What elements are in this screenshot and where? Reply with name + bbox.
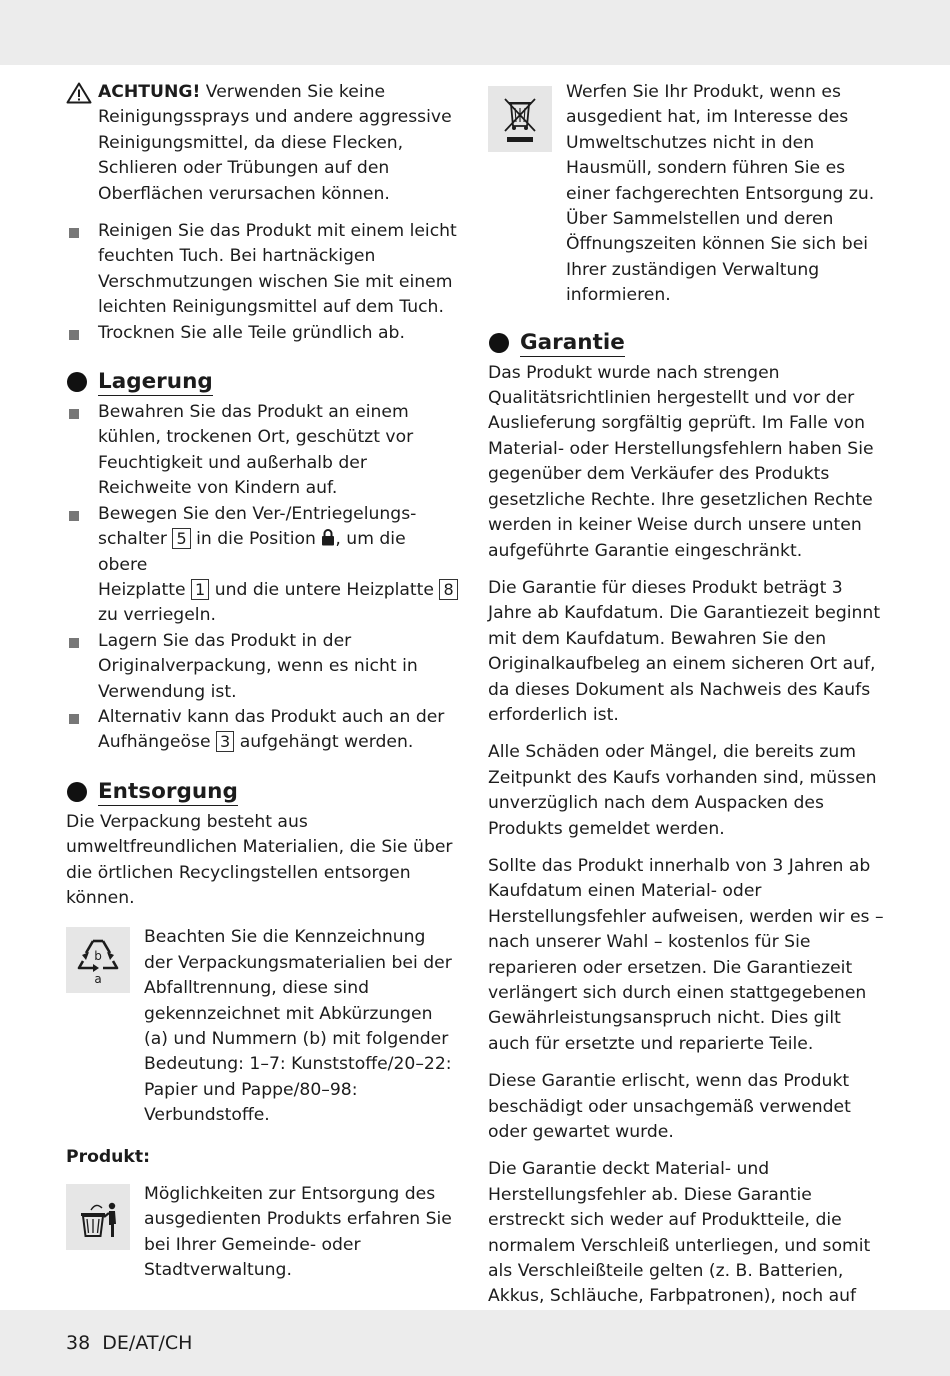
garantie-paragraph-1: Das Produkt wurde nach strengen Qualitätsrichtlinien hergestellt und vor der Auslieferung sorgfältig geprüft. Im Falle von Material- oder Herstellungsfehlern haben Sie gegenüber dem Verkäufer des Produkts gesetzliche Rechte. Ihre gesetzlichen Rechte werden in keiner Weise durch unsere unten aufgeführte Garantie eingeschränkt. <box>488 362 874 561</box>
part-reference-5: 5 <box>172 528 190 549</box>
left-column <box>66 80 458 1284</box>
entsorgung-intro: Die Verpackung besteht aus umweltfreundlichen Materialien, die Sie über die örtlichen Recyclingstellen entsorgen können. <box>66 811 453 908</box>
svg-text:b: b <box>94 949 102 964</box>
product-disposal-text: Möglichkeiten zur Entsorgung des ausgedienten Produkts erfahren Sie bei Ihrer Gemeinde- oder Stadtverwaltung. <box>144 1184 452 1281</box>
section-dot-icon <box>67 782 87 802</box>
warning-label: ACHTUNG! <box>98 82 201 102</box>
right-column <box>488 80 888 1361</box>
warning-triangle-icon <box>66 82 92 104</box>
page-number: 38 <box>66 1332 91 1354</box>
garantie-heading: Garantie <box>488 329 888 357</box>
list-item <box>66 705 458 756</box>
product-disposal-block <box>66 1182 458 1284</box>
trash-bin-person-icon <box>66 1184 130 1250</box>
list-item <box>66 219 458 321</box>
part-reference-1: 1 <box>191 579 209 600</box>
list-item <box>66 629 458 705</box>
garantie-paragraph-3: Alle Schäden oder Mängel, die bereits zum Zeitpunkt des Kaufs vorhanden sind, müssen unverzüglich nach dem Auspacken des Produkts gemeldet werden. <box>488 742 877 839</box>
square-bullet-icon <box>69 714 79 724</box>
square-bullet-icon <box>69 409 79 419</box>
trash-icon-box <box>66 1184 130 1250</box>
square-bullet-icon <box>69 511 79 521</box>
lagerung-bullet-1: Bewahren Sie das Produkt an einem kühlen, trockenen Ort, geschützt vor Feuchtigkeit und außerhalb der Reichweite von Kindern auf. <box>98 402 414 499</box>
list-item <box>66 321 458 346</box>
page-footer <box>66 1331 192 1355</box>
top-band <box>0 0 950 65</box>
region-label: DE/AT/CH <box>102 1332 193 1354</box>
square-bullet-icon <box>69 638 79 648</box>
part-reference-3: 3 <box>216 731 234 752</box>
recycling-icon-box <box>66 927 130 993</box>
square-bullet-icon <box>69 330 79 340</box>
recycling-text: Beachten Sie die Kennzeichnung der Verpackungsmaterialien bei der Abfalltrennung, diese sind gekennzeichnet mit Abkürzungen (a) und Nummern (b) mit folgender Bedeutung: 1–7: Kunststoffe/20–22: Papier und Pappe/80–98: Verbundstoffe. <box>144 927 452 1126</box>
garantie-paragraph-6: Die Garantie deckt Material- und Herstellungsfehler ab. Diese Garantie erstreckt sich weder auf Produktteile, die normalem Verschleiß unterliegen, und somit als Verschleißteile gelten (z. B. Batterien, Akkus, Schläuche, Farbpatronen), noch auf <box>488 1159 871 1307</box>
part-reference-8: 8 <box>439 579 457 600</box>
recycling-block <box>66 925 458 1128</box>
garantie-paragraph-2: Die Garantie für dieses Produkt beträgt 3 Jahre ab Kaufdatum. Die Garantiezeit beginnt mit dem Kaufdatum. Bewahren Sie den Originalkaufbeleg an einem sicheren Ort auf, da dieses Dokument als Nachweis des Kaufs erforderlich ist. <box>488 577 881 725</box>
weee-icon-box <box>488 86 552 152</box>
lagerung-bullet-2: Bewegen Sie den Ver-/Entriegelungs- schalter 5 in die Position , um die obere Heizplatte 1 und die untere Heizplatte 8 zu verriegeln. <box>98 502 458 629</box>
warning-text: Verwenden Sie keine Reinigungssprays und andere aggressive Reinigungsmittel, da diese Flecken, Schlieren oder Trübungen auf den Oberflächen verursachen können. <box>98 82 452 204</box>
weee-block <box>488 80 888 309</box>
produkt-label: Produkt: <box>66 1146 150 1167</box>
garantie-paragraph-4: Sollte das Produkt innerhalb von 3 Jahren ab Kaufdatum einen Material- oder Herstellungsfehler aufweisen, werden wir es – nach unserer Wahl – kostenlos für Sie reparieren oder ersetzen. Die Garantiezeit verlängert sich durch einen stattgegebenen Gewährleistungsanspruch nicht. Dies gilt auch für ersetzte und reparierte Teile. <box>488 855 884 1054</box>
section-dot-icon <box>67 372 87 392</box>
recycling-triangle-icon <box>66 927 130 993</box>
warning-block <box>66 80 458 207</box>
svg-text:a: a <box>94 972 102 987</box>
garantie-paragraph-5: Diese Garantie erlischt, wenn das Produkt beschädigt oder unsachgemäß verwendet oder gewartet wurde. <box>488 1071 851 1143</box>
cleaning-bullet-1: Reinigen Sie das Produkt mit einem leicht feuchten Tuch. Bei hartnäckigen Verschmutzungen wischen Sie mit einem leichten Reinigungsmittel auf dem Tuch. <box>98 221 457 318</box>
lagerung-bullet-3: Lagern Sie das Produkt in der Originalverpackung, wenn es nicht in Verwendung ist. <box>98 630 418 702</box>
crossed-out-wheelie-bin-icon <box>488 86 552 152</box>
section-dot-icon <box>489 333 509 353</box>
list-item <box>66 502 458 629</box>
weee-text: Werfen Sie Ihr Produkt, wenn es ausgedient hat, im Interesse des Umweltschutzes nicht in den Hausmüll, sondern führen Sie es einer fachgerechten Entsorgung zu. Über Sammelstellen und deren Öffnungszeiten können Sie sich bei Ihrer zuständigen Verwaltung informieren. <box>566 82 875 306</box>
square-bullet-icon <box>69 228 79 238</box>
entsorgung-heading: Entsorgung <box>66 778 458 806</box>
lagerung-bullet-4: Alternativ kann das Produkt auch an der Aufhängeöse 3 aufgehängt werden. <box>98 706 445 753</box>
lock-icon <box>321 528 335 546</box>
lagerung-heading: Lagerung <box>66 368 458 396</box>
list-item <box>66 400 458 502</box>
cleaning-bullet-2: Trocknen Sie alle Teile gründlich ab. <box>98 322 405 343</box>
